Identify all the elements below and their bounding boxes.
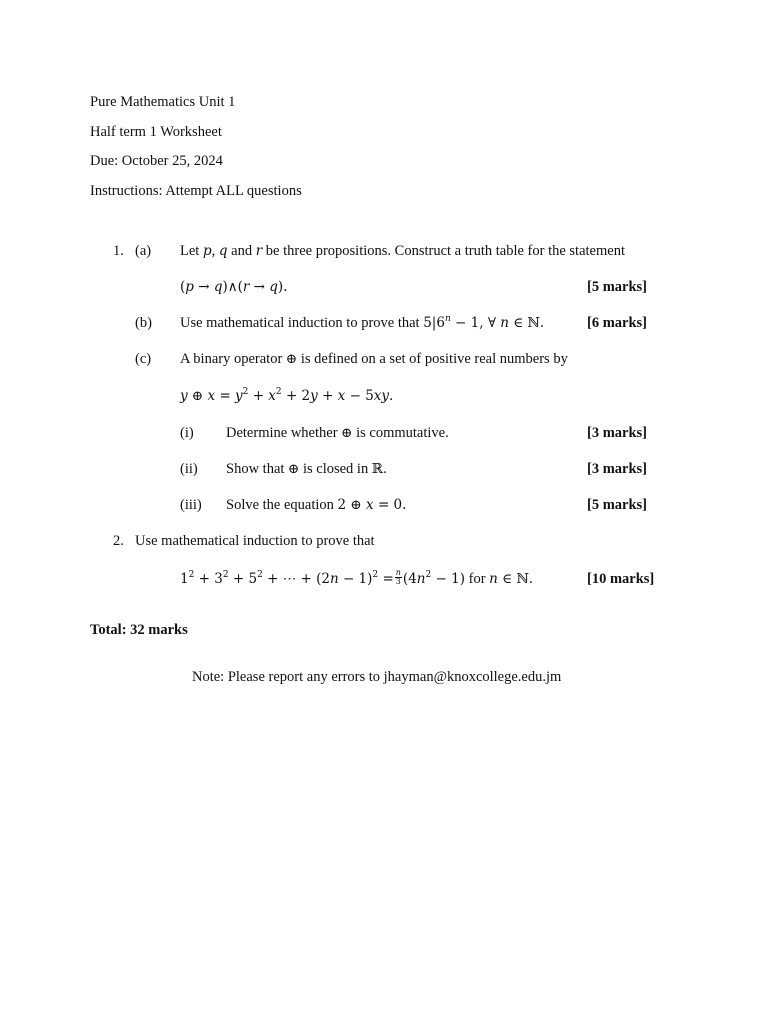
course-title: Pure Mathematics Unit 1 [90, 94, 236, 110]
errata-note: Note: Please report any errors to jhayman@knoxcollege.edu.jm [192, 669, 562, 685]
part-c-ii-marks: [3 marks] [587, 461, 648, 477]
question-number-1: 1. [113, 243, 124, 259]
part-c-i-label: (i) [180, 425, 194, 441]
question-2-marks: [10 marks] [587, 571, 655, 587]
part-c-ii-text: Show that ⊕ is closed in ℝ. [226, 461, 387, 477]
question-2-text: Use mathematical induction to prove that [135, 533, 375, 549]
part-c-i-text: Determine whether ⊕ is commutative. [226, 425, 449, 441]
total-marks: Total: 32 marks [90, 622, 188, 638]
part-b-marks: [6 marks] [587, 315, 648, 331]
part-c-label: (c) [135, 351, 152, 367]
instructions: Instructions: Attempt ALL questions [90, 183, 302, 199]
worksheet-title: Half term 1 Worksheet [90, 124, 222, 140]
part-c-text: A binary operator ⊕ is defined on a set of positive real numbers by [180, 351, 568, 367]
question-2-formula: $1^2 + 3^2 + 5^2$ + ⋯ + $(2n - 1)^2$ = $\frac{n}{3}$ $(4n^2 - 1)$ for n ∈ ℕ. [180, 568, 534, 587]
part-a-label: (a) [135, 243, 152, 259]
part-a-marks: [5 marks] [587, 279, 648, 295]
part-c-definition: y ⊕ $x = y^2 + x^2 + 2y + x - 5xy$. [180, 387, 394, 404]
part-c-ii-label: (ii) [180, 461, 198, 477]
part-c-iii-text: Solve the equation 2 ⊕ x = 0. [226, 497, 407, 513]
due-date: Due: October 25, 2024 [90, 153, 223, 169]
part-c-iii-marks: [5 marks] [587, 497, 648, 513]
part-b-label: (b) [135, 315, 152, 331]
question-number-2: 2. [113, 533, 124, 549]
part-c-i-marks: [3 marks] [587, 425, 648, 441]
part-a-statement: (p → q)∧(r → q). [180, 279, 288, 295]
part-c-iii-label: (iii) [180, 497, 202, 513]
part-b-text: Use mathematical induction to prove that 5|6$^n$ − 1, ∀ n ∈ ℕ. [180, 314, 545, 331]
part-a-text: Let p, q and r be three propositions. Construct a truth table for the statement [180, 243, 625, 259]
